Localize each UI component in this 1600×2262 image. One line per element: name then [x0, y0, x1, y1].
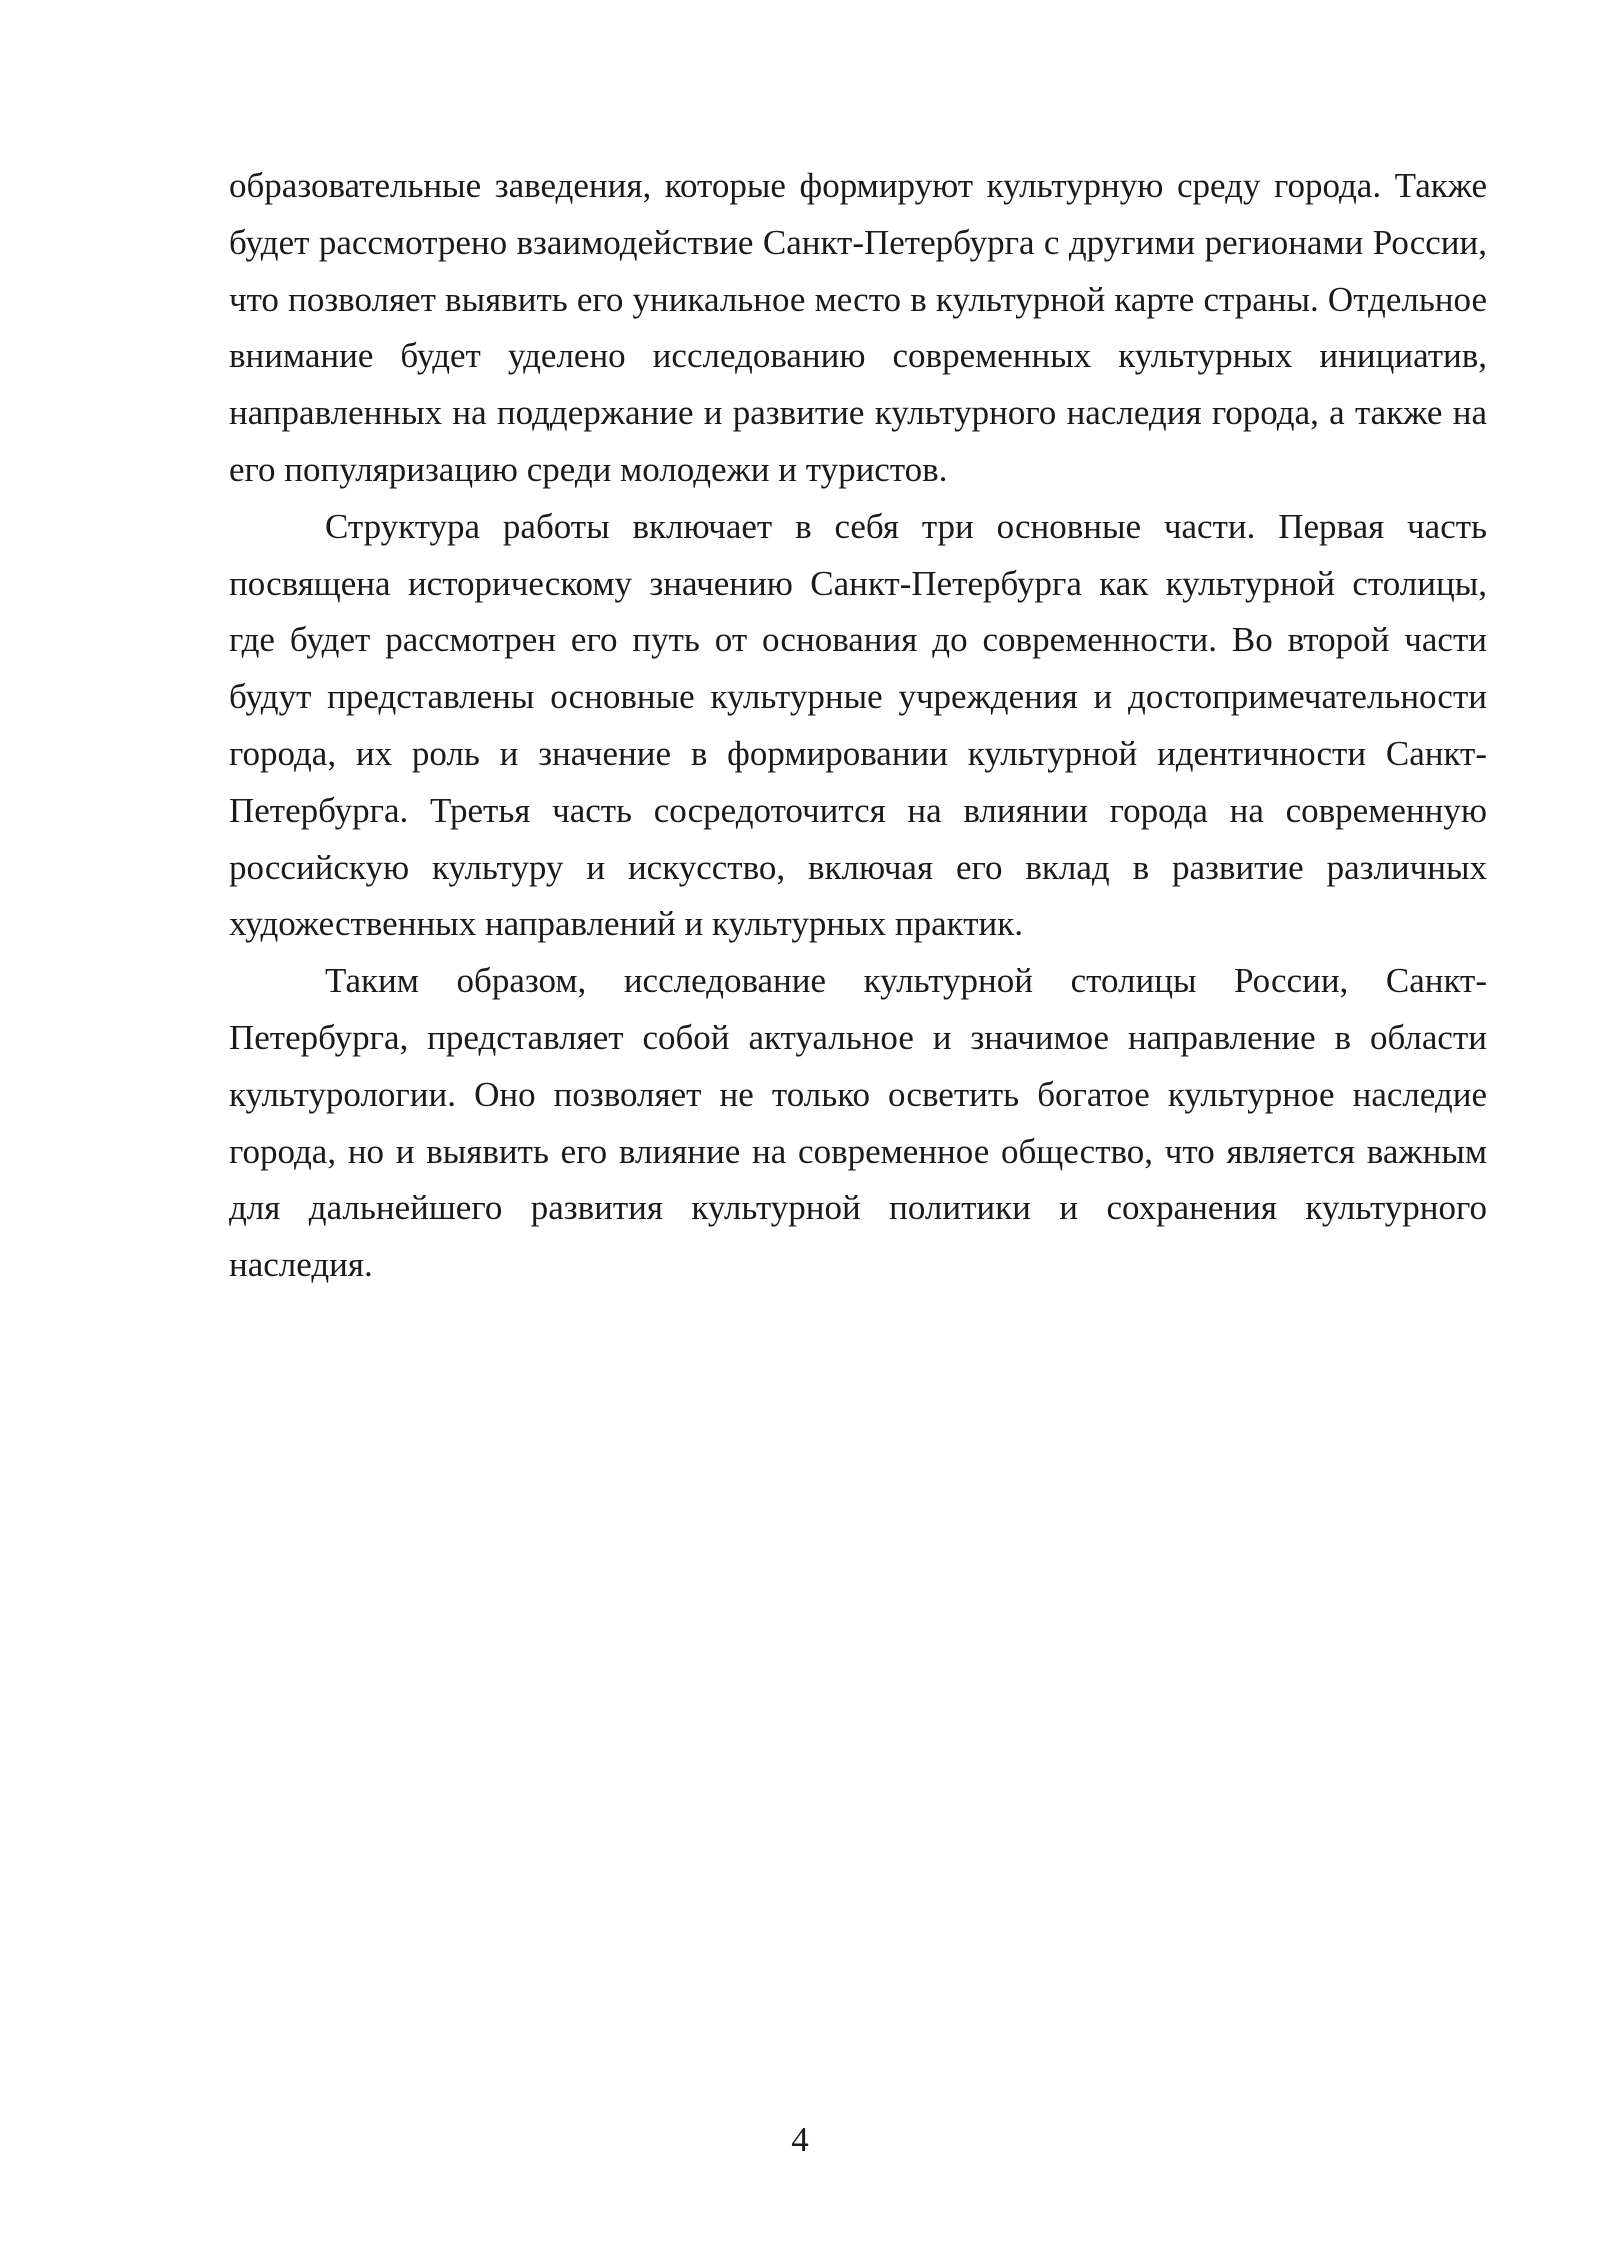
paragraph-3: Таким образом, исследование культурной столицы России, Санкт-Петербурга, представляет собой актуальное и значимое направление в области культурологии. Оно позволяет не только осветить богатое культурное наследие города, но и выявить его влияние на современное общество, что является важным для дальнейшего развития культурной политики и сохранения культурного наследия.	[229, 961, 1487, 1285]
paragraph-2: Структура работы включает в себя три основные части. Первая часть посвящена историческому значению Санкт-Петербурга как культурной столицы, где будет рассмотрен его путь от основания до современности. Во второй части будут представлены основные культурные учреждения и достопримечательности города, их роль и значение в формировании культурной идентичности Санкт-Петербурга. Третья часть сосредоточится на влиянии города на современную российскую культуру и искусство, включая его вклад в развитие различных художественных направлений и культурных практик.	[229, 506, 1487, 944]
document-body	[229, 158, 1487, 1294]
page-number: 4	[791, 2120, 809, 2159]
paragraph-1: образовательные заведения, которые формируют культурную среду города. Также будет рассмотрено взаимодействие Санкт-Петербурга с другими регионами России, что позволяет выявить его уникальное место в культурной карте страны. Отдельное внимание будет уделено исследованию современных культурных инициатив, направленных на поддержание и развитие культурного наследия города, а также на его популяризацию среди молодежи и туристов.	[229, 166, 1487, 489]
